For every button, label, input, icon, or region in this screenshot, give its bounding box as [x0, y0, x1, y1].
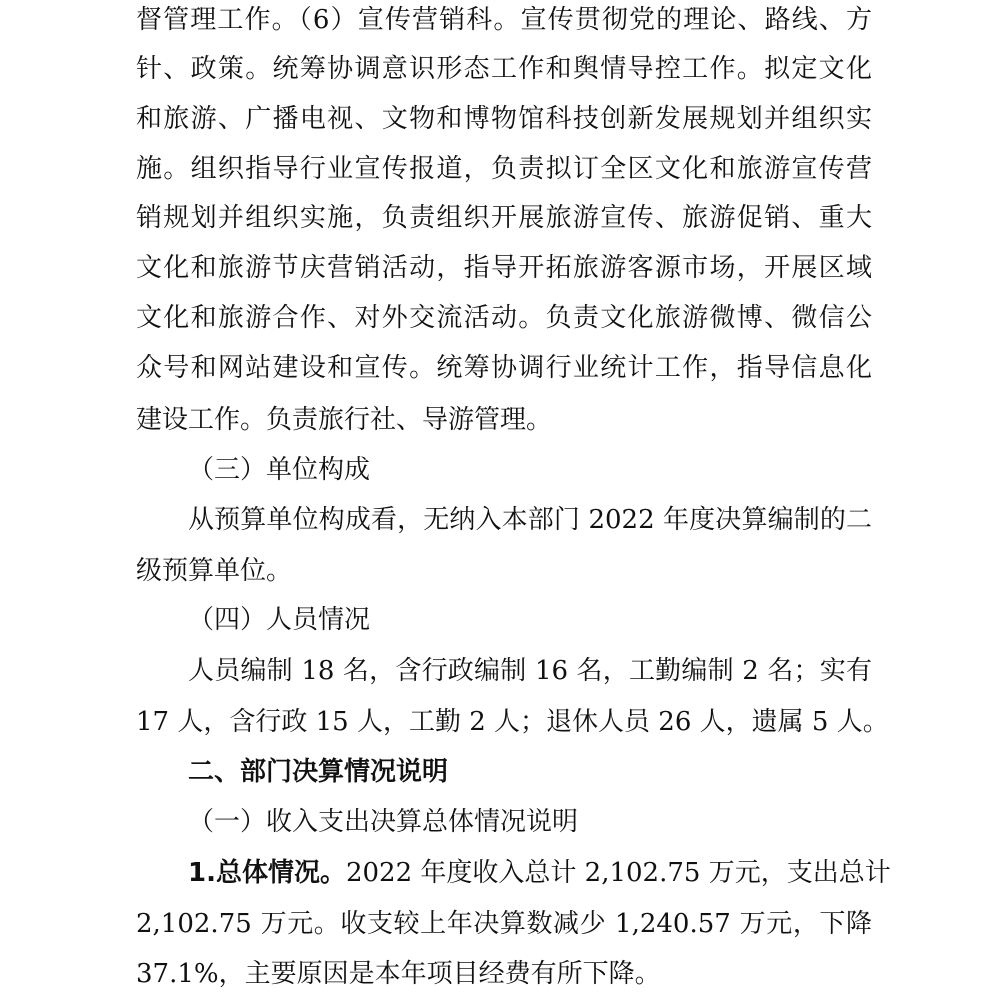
paragraph-line: 文化和旅游节庆营销活动，指导开拓旅游客源市场，开展区域 [136, 253, 872, 283]
paragraph-line: 17 人，含行政 15 人，工勤 2 人；退休人员 26 人，遗属 5 人。 [136, 707, 889, 737]
paragraph-line: 从预算单位构成看，无纳入本部门 2022 年度决算编制的二 [188, 505, 872, 535]
paragraph-line: 建设工作。负责旅行社、导游管理。 [136, 405, 553, 435]
paragraph-line: 针、政策。统筹协调意识形态工作和舆情导控工作。拟定文化 [136, 54, 872, 84]
paragraph-line: 人员编制 18 名，含行政编制 16 名，工勤编制 2 名；实有 [188, 656, 872, 686]
paragraph-line: 37.1%，主要原因是本年项目经费有所下降。 [136, 959, 661, 989]
section-heading-staff: （四）人员情况 [188, 605, 371, 635]
paragraph-line: 销规划并组织实施，负责组织开展旅游宣传、旅游促销、重大 [136, 203, 872, 233]
chapter-heading: 二、部门决算情况说明 [188, 757, 449, 787]
section-heading-unit-composition: （三）单位构成 [188, 455, 371, 485]
paragraph-line: 和旅游、广播电视、文物和博物馆科技创新发展规划并组织实 [136, 104, 872, 134]
paragraph-line: 文化和旅游合作、对外交流活动。负责文化旅游微博、微信公 [136, 303, 872, 333]
paragraph-line: 督管理工作。（6）宣传营销科。宣传贯彻党的理论、路线、方 [136, 5, 872, 35]
paragraph-text: 2022 年度收入总计 2,102.75 万元，支出总计 [345, 858, 891, 888]
paragraph-line: 2,102.75 万元。收支较上年决算数减少 1,240.57 万元，下降 [136, 909, 872, 939]
paragraph-line: 众号和网站建设和宣传。统筹协调行业统计工作，指导信息化 [136, 353, 872, 383]
paragraph-line-overall [188, 853, 891, 893]
lead-phrase: 1.总体情况。 [188, 858, 346, 888]
section-heading-overall: （一）收入支出决算总体情况说明 [188, 807, 579, 837]
paragraph-line: 施。组织指导行业宣传报道，负责拟订全区文化和旅游宣传营 [136, 154, 872, 184]
paragraph-line: 级预算单位。 [136, 556, 293, 586]
